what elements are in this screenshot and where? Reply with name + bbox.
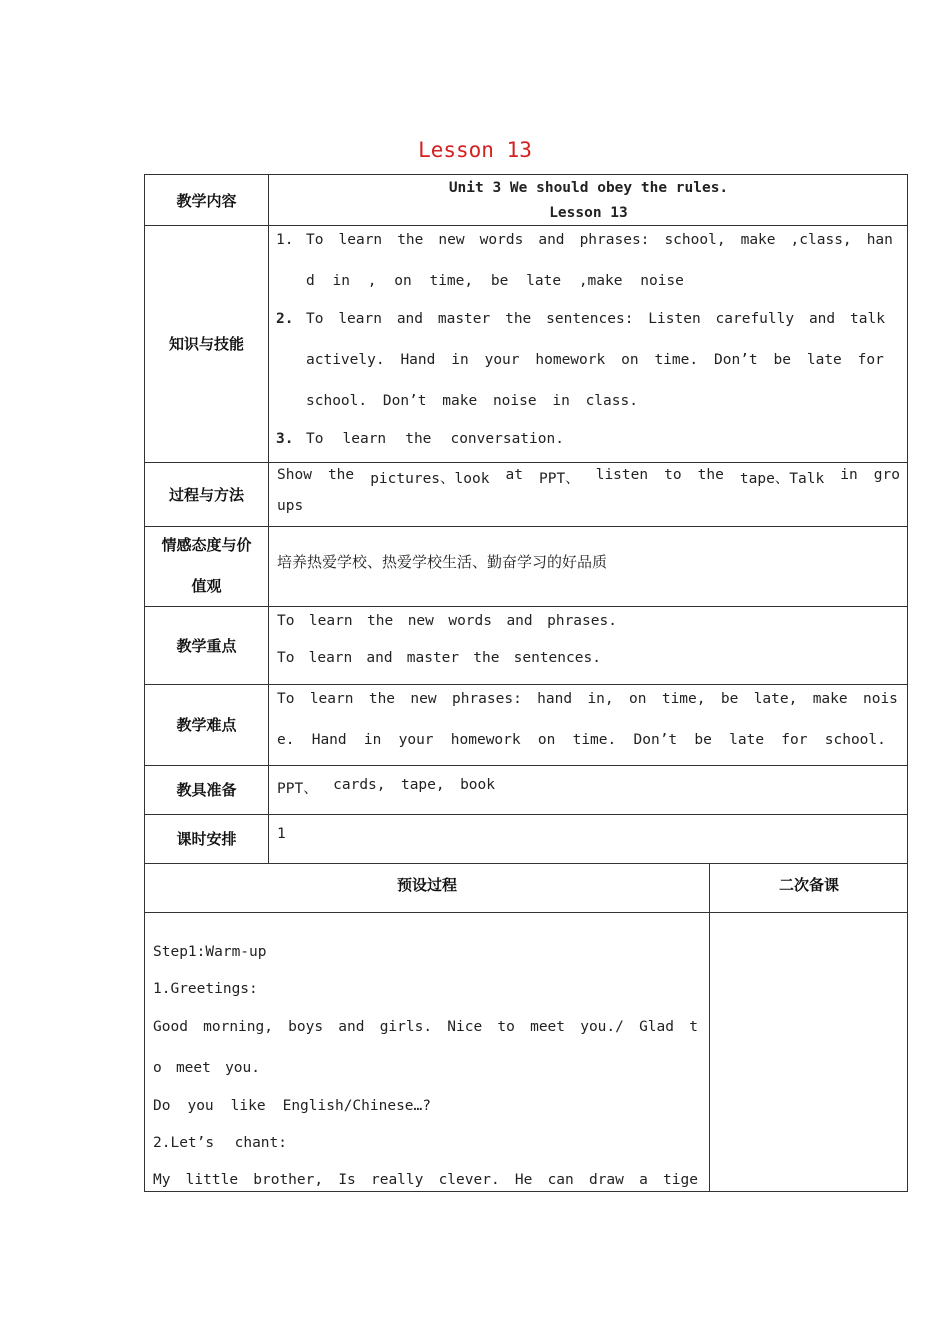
difficulty-line1: [277, 691, 898, 707]
word: meet: [530, 1019, 566, 1035]
chant-heading: [153, 1135, 287, 1151]
word: Show: [277, 467, 312, 483]
word: make: [442, 393, 478, 409]
word: at: [505, 467, 523, 483]
word: brother,: [253, 1172, 324, 1188]
word: late,: [753, 691, 798, 707]
word: the: [405, 431, 432, 447]
word: the: [397, 232, 424, 248]
word: new: [438, 232, 465, 248]
knowledge-item-1: [306, 232, 893, 248]
word: noise: [640, 273, 684, 289]
unit-title: Unit 3 We should obey the rules.: [448, 180, 729, 196]
process-text-line1: [277, 467, 900, 488]
word: sentences.: [513, 650, 601, 666]
word: Don’t: [633, 732, 678, 748]
word: the: [367, 613, 394, 629]
materials-text: [277, 777, 495, 798]
column-divider: [709, 863, 710, 1192]
word: t: [689, 1019, 698, 1035]
word: make: [740, 232, 776, 248]
word: time.: [572, 732, 617, 748]
key-point-1: [277, 613, 617, 629]
word: hand: [537, 691, 573, 707]
word: Glad: [639, 1019, 674, 1035]
label-line: 值观: [191, 577, 222, 595]
word: class.: [585, 393, 638, 409]
word: han: [866, 232, 893, 248]
word: To: [306, 431, 324, 447]
word: learn: [338, 232, 383, 248]
knowledge-item-3: [306, 431, 564, 447]
word: gro: [873, 467, 900, 483]
word: late: [806, 352, 842, 368]
word: e.: [277, 732, 295, 748]
knowledge-item-1-cont: [306, 273, 684, 289]
label-process-method: 过程与方法: [168, 485, 244, 504]
word: chant:: [234, 1135, 287, 1151]
word: phrases.: [547, 613, 617, 629]
item-number: 3.: [276, 431, 294, 447]
word: like: [230, 1098, 266, 1114]
word: Don’t: [713, 352, 758, 368]
word: be: [720, 691, 739, 707]
knowledge-item-2-cont: [306, 393, 638, 409]
word: you./: [580, 1019, 624, 1035]
question-line: [153, 1098, 431, 1114]
word: master: [437, 311, 491, 327]
word: learn: [342, 431, 387, 447]
word: new: [407, 613, 434, 629]
word: learn: [309, 691, 354, 707]
word: Don’t: [382, 393, 427, 409]
word: on: [629, 691, 647, 707]
word: words: [448, 613, 492, 629]
word: on: [621, 352, 639, 368]
word: can: [547, 1172, 574, 1188]
word: you: [187, 1098, 214, 1114]
word: draw: [588, 1172, 624, 1188]
word: To: [277, 613, 295, 629]
label-difficulties: 教学难点: [176, 716, 237, 734]
word: talk: [850, 311, 885, 327]
word: To: [306, 232, 324, 248]
word: and: [396, 311, 424, 327]
word: Is: [338, 1172, 356, 1188]
column-divider: [268, 175, 269, 863]
word: late: [526, 273, 562, 289]
word: Hand: [400, 352, 436, 368]
difficulty-line2: [277, 732, 886, 748]
word: and: [808, 311, 836, 327]
knowledge-item-2: [306, 311, 885, 327]
word: noise: [492, 393, 537, 409]
word: the: [697, 467, 724, 483]
word: Nice: [447, 1019, 483, 1035]
word: pictures、look: [370, 471, 490, 487]
word: in: [363, 732, 382, 748]
word: learn: [338, 311, 382, 327]
word: late: [729, 732, 765, 748]
header-second-prep: 二次备课: [778, 876, 839, 894]
lesson-subtitle: Lesson 13: [549, 205, 628, 221]
word: carefully: [715, 311, 795, 327]
word: on: [394, 273, 412, 289]
word: be: [694, 732, 712, 748]
word: a: [639, 1172, 648, 1188]
word: Do: [153, 1098, 171, 1114]
schedule-text: 1: [277, 826, 286, 842]
word: morning,: [203, 1019, 273, 1035]
process-text-line2: ups: [277, 498, 304, 514]
word: tige: [663, 1172, 698, 1188]
word: actively.: [306, 352, 385, 368]
word: the: [473, 650, 500, 666]
word: time.: [654, 352, 699, 368]
word: phrases:: [451, 691, 522, 707]
word: To: [277, 691, 295, 707]
word: and: [538, 232, 565, 248]
word: He: [514, 1172, 533, 1188]
knowledge-item-2-cont: [306, 352, 884, 368]
word: learn: [308, 650, 353, 666]
word: time,: [661, 691, 706, 707]
word: you.: [225, 1060, 260, 1076]
word: your: [484, 352, 520, 368]
word: the: [327, 467, 355, 483]
word: English/Chinese…?: [282, 1098, 431, 1114]
word: conversation.: [450, 431, 564, 447]
label-line: 情感态度与价: [161, 536, 252, 554]
row-divider: [145, 912, 907, 913]
label-emotion-values: [145, 526, 268, 606]
word: cards,: [333, 777, 386, 793]
word: To: [277, 650, 295, 666]
word: PPT、: [277, 781, 318, 797]
word: in,: [587, 691, 614, 707]
word: school.: [306, 393, 368, 409]
greeting-line2: [153, 1060, 260, 1076]
emotion-text: 培养热爱学校、热爱学校生活、勤奋学习的好品质: [277, 553, 608, 571]
word: d: [306, 273, 315, 289]
label-schedule: 课时安排: [176, 830, 237, 848]
word: tape,: [400, 777, 445, 793]
word: ,class,: [790, 232, 852, 248]
word: homework: [535, 352, 606, 368]
word: new: [410, 691, 437, 707]
word: on: [537, 732, 556, 748]
word: school.: [824, 732, 886, 748]
word: the: [368, 691, 396, 707]
step-subheading: 1.Greetings:: [153, 981, 258, 997]
label-key-points: 教学重点: [176, 636, 237, 655]
word: be: [773, 352, 791, 368]
word: master: [406, 650, 460, 666]
word: words: [479, 232, 524, 248]
word: learn: [308, 613, 353, 629]
word: clever.: [438, 1172, 500, 1188]
step-heading: Step1:Warm-up: [153, 944, 267, 960]
word: to: [664, 467, 682, 483]
word: PPT、: [538, 471, 580, 487]
word: and: [366, 650, 393, 666]
word: in: [332, 273, 350, 289]
word: o: [153, 1060, 162, 1076]
word: in: [451, 352, 469, 368]
header-planned-process: 预设过程: [396, 876, 457, 894]
word: make: [812, 691, 848, 707]
word: 2.Let’s: [153, 1135, 215, 1151]
lesson-plan-table: [144, 174, 908, 1192]
word: to: [497, 1019, 515, 1035]
word: Good: [153, 1019, 188, 1035]
word: in: [840, 467, 858, 483]
item-number: 1.: [276, 232, 294, 248]
word: book: [460, 777, 495, 793]
word: ,make: [578, 273, 623, 289]
word: little: [185, 1172, 239, 1188]
word: tape、Talk: [739, 471, 825, 487]
word: school,: [664, 232, 726, 248]
word: girls.: [379, 1019, 433, 1035]
label-teaching-content: 教学内容: [176, 191, 237, 210]
word: My: [153, 1172, 171, 1188]
word: in: [552, 393, 570, 409]
word: for: [857, 352, 884, 368]
word: for: [781, 732, 808, 748]
word: be: [490, 273, 509, 289]
item-number: 2.: [276, 311, 294, 327]
greeting-line1: [153, 1019, 698, 1035]
label-knowledge-skills: 知识与技能: [168, 335, 244, 353]
label-materials: 教具准备: [176, 781, 237, 799]
word: ,: [367, 273, 377, 289]
word: listen: [595, 467, 649, 483]
word: and: [506, 613, 533, 629]
word: Hand: [311, 732, 347, 748]
word: and: [338, 1019, 365, 1035]
word: really: [370, 1172, 424, 1188]
page-title: Lesson 13: [418, 138, 532, 162]
word: time,: [429, 273, 474, 289]
word: nois: [862, 691, 898, 707]
word: boys: [288, 1019, 324, 1035]
word: your: [398, 732, 434, 748]
word: phrases:: [579, 232, 650, 248]
key-point-2: [277, 650, 601, 666]
row-divider: [145, 863, 907, 864]
word: the: [505, 311, 532, 327]
word: homework: [450, 732, 521, 748]
chant-line: [153, 1172, 698, 1188]
word: To: [306, 311, 324, 327]
word: sentences:: [546, 311, 634, 327]
word: meet: [175, 1060, 211, 1076]
word: Listen: [648, 311, 701, 327]
